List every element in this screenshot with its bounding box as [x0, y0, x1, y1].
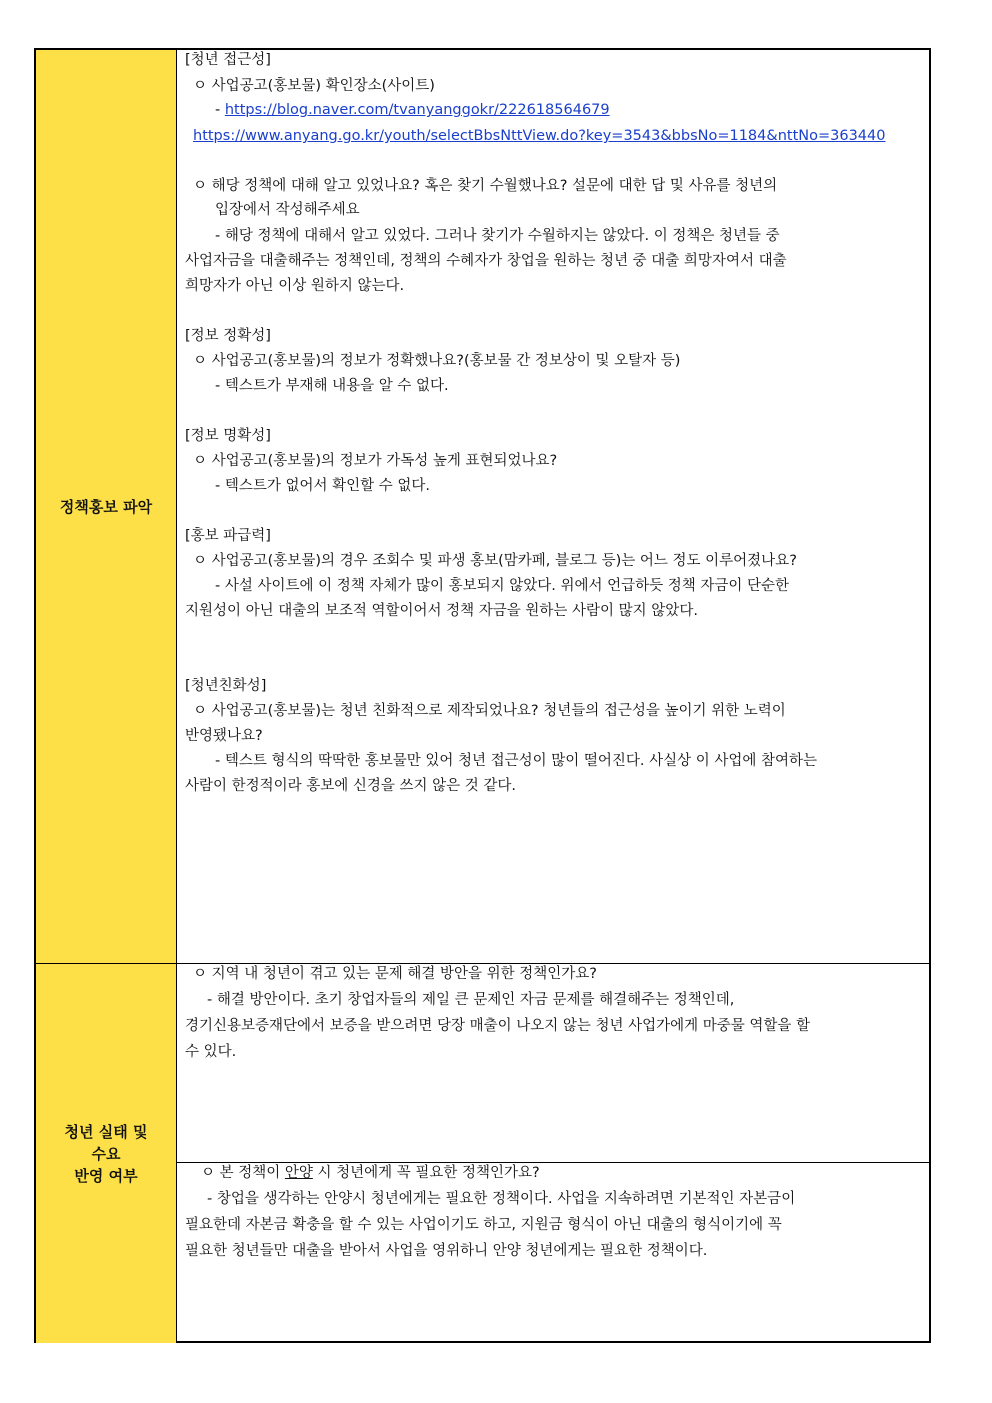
row-header-label: 정책홍보 파악 — [59, 497, 153, 516]
section-heading-friendliness: [청년친화성] — [185, 678, 267, 694]
row-header-label — [65, 1121, 148, 1187]
answer-necessity-3: 필요한 청년들만 대출을 받아서 사업을 영위하니 안양 청년에게는 필요한 정책이다. — [185, 1243, 708, 1259]
city-name: 안양 — [284, 1165, 313, 1181]
header-line: 청년 실태 및 — [64, 1122, 148, 1141]
answer-accuracy: - 텍스트가 부재해 내용을 알 수 없다. — [215, 378, 449, 394]
question-accuracy: ㅇ 사업공고(홍보물)의 정보가 정확했나요?(홍보물 간 정보상이 및 오탈자 등) — [193, 353, 681, 369]
question-friendliness: ㅇ 사업공고(홍보물)는 청년 친화적으로 제작되었나요? 청년들의 접근성을 높이기 위한 노력이 — [193, 703, 786, 719]
blog-link[interactable]: https://blog.naver.com/tvanyanggokr/222618564679 — [224, 102, 610, 118]
question-awareness-cont: 입장에서 작성해주세요 — [215, 202, 360, 218]
answer-local-problem-1: - 해결 방안이다. 초기 창업자들의 제일 큰 문제인 자금 문제를 해결해주는 정책인데, — [207, 992, 735, 1008]
question-local-problem: ㅇ 지역 내 청년이 겪고 있는 문제 해결 방안을 위한 정책인가요? — [193, 966, 597, 982]
evaluation-table — [34, 48, 931, 1343]
header-line: 반영 여부 — [74, 1166, 138, 1185]
question-reach: ㅇ 사업공고(홍보물)의 경우 조회수 및 파생 홍보(맘카페, 블로그 등)는 어느 정도 이루어졌나요? — [193, 553, 797, 569]
section-heading-accessibility: [청년 접근성] — [185, 52, 271, 68]
question-check-site: ㅇ 사업공고(홍보물) 확인장소(사이트) — [193, 78, 435, 94]
answer-local-problem-2: 경기신용보증재단에서 보증을 받으려면 당장 매출이 나오지 않는 청년 사업가에게 마중물 역할을 할 — [185, 1018, 810, 1034]
answer-necessity-1: - 창업을 생각하는 안양시 청년에게는 필요한 정책이다. 사업을 지속하려면 기본적인 자본금이 — [207, 1191, 796, 1207]
answer-awareness-2: 사업자금을 대출해주는 정책인데, 정책의 수혜자가 창업을 원하는 청년 중 대출 희망자여서 대출 — [185, 253, 787, 269]
answer-awareness-1: - 해당 정책에 대해서 알고 있었다. 그러나 찾기가 수월하지는 않았다. 이 정책은 청년들 중 — [215, 228, 780, 244]
youth-problem-cell — [177, 964, 929, 1163]
blog-link-line — [215, 100, 610, 120]
question-friendliness-cont: 반영됐나요? — [185, 728, 263, 744]
anyang-site-link[interactable]: https://www.anyang.go.kr/youth/selectBbsNttView.do?key=3543&bbsNo=1184&nttNo=363440 — [193, 128, 886, 144]
answer-clarity: - 텍스트가 없어서 확인할 수 없다. — [215, 478, 430, 494]
row-header-policy-promo — [36, 50, 177, 964]
question-clarity: ㅇ 사업공고(홍보물)의 정보가 가독성 높게 표현되었나요? — [193, 453, 558, 469]
answer-local-problem-3: 수 있다. — [185, 1044, 237, 1060]
youth-necessity-cell — [177, 1163, 929, 1343]
answer-necessity-2: 필요한데 자본금 확충을 할 수 있는 사업이기도 하고, 지원금 형식이 아닌 대출의 형식이기에 꼭 — [185, 1217, 782, 1233]
section-heading-reach: [홍보 파급력] — [185, 528, 271, 544]
answer-reach-2: 지원성이 아닌 대출의 보조적 역할이어서 정책 자금을 원하는 사람이 많지 않았다. — [185, 603, 698, 619]
header-line: 수요 — [91, 1144, 121, 1163]
question-necessity — [201, 1163, 540, 1183]
question-awareness: ㅇ 해당 정책에 대해 알고 있었나요? 혹은 찾기 수월했나요? 설문에 대한 답 및 사유를 청년의 — [193, 178, 778, 194]
answer-friendliness-2: 사람이 한정적이라 홍보에 신경을 쓰지 않은 것 같다. — [185, 778, 517, 794]
question-suffix: 시 청년에게 꼭 필요한 정책인가요? — [312, 1165, 540, 1181]
section-heading-accuracy: [정보 정확성] — [185, 328, 271, 344]
row-header-youth-needs — [36, 964, 177, 1343]
answer-friendliness-1: - 텍스트 형식의 딱딱한 홍보물만 있어 청년 접근성이 많이 떨어진다. 사실상 이 사업에 참여하는 — [215, 753, 818, 769]
section-heading-clarity: [정보 명확성] — [185, 428, 271, 444]
policy-promo-cell — [177, 50, 929, 964]
answer-awareness-3: 희망자가 아닌 이상 원하지 않는다. — [185, 278, 405, 294]
question-prefix: ㅇ 본 정책이 — [201, 1165, 285, 1181]
dash-prefix: - — [215, 102, 225, 118]
answer-reach-1: - 사설 사이트에 이 정책 자체가 많이 홍보되지 않았다. 위에서 언급하듯 정책 자금이 단순한 — [215, 578, 790, 594]
